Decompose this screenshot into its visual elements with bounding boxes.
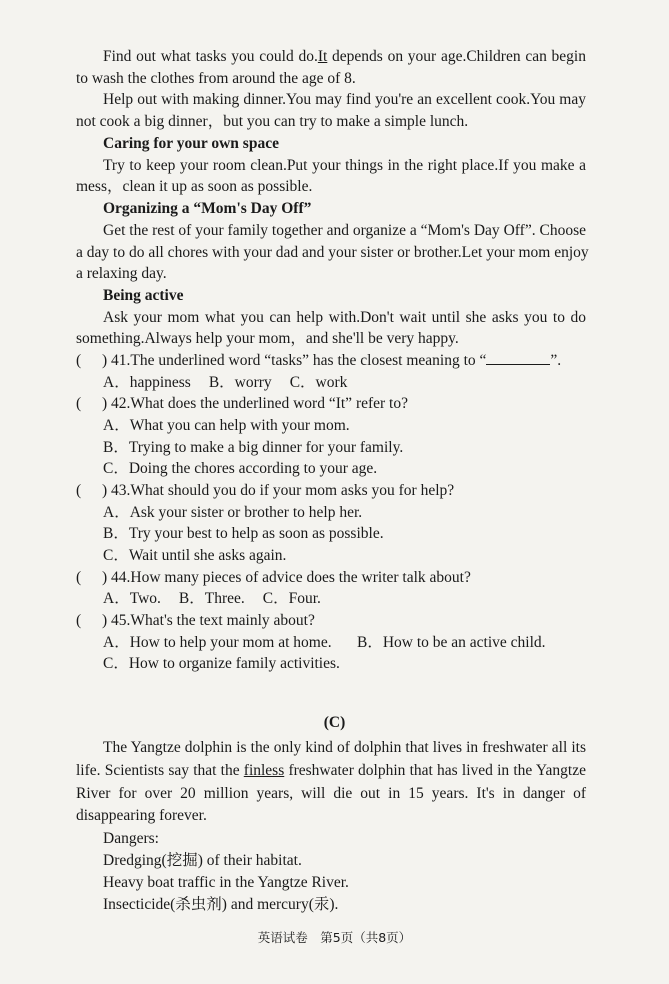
- active-line1: Ask your mom what you can help with.Don't wait until she asks you to do: [103, 309, 586, 326]
- text-segment: life. Scientists say that the: [76, 762, 244, 779]
- question-45: [76, 610, 596, 632]
- section-c-line1: The Yangtze dolphin is the only kind of dolphin that lives in freshwater all its: [103, 739, 586, 756]
- question-44: [76, 567, 596, 589]
- organizing-heading: Organizing a “Mom's Day Off”: [103, 200, 312, 217]
- q41-option-b[interactable]: B．worry: [208, 374, 272, 391]
- section-c-line4: disappearing forever.: [76, 807, 207, 824]
- question-text: ) 45.What's the text mainly about?: [102, 612, 315, 629]
- caring-heading: Caring for your own space: [103, 135, 279, 152]
- text-segment: depends on your age.Children can begin: [327, 48, 586, 65]
- caring-line1: Try to keep your room clean.Put your things in the right place.If you make a: [103, 157, 586, 174]
- active-line2: something.Always help your mom，and she'll be very happy.: [76, 330, 459, 347]
- q44-option-b[interactable]: B．Three.: [178, 590, 245, 607]
- answer-paren[interactable]: (: [76, 395, 82, 412]
- organizing-line2: a day to do all chores with your dad and your sister or brother.Let your mom enjoy: [76, 244, 589, 261]
- q43-option-b[interactable]: B．Try your best to help as soon as possible.: [103, 525, 384, 542]
- q45-option-c[interactable]: C．How to organize family activities.: [103, 655, 340, 672]
- intro-p1-line2: to wash the clothes from around the age of 8.: [76, 70, 356, 87]
- question-43: [76, 480, 596, 502]
- dangers-label: Dangers:: [103, 830, 159, 847]
- answer-blank[interactable]: [486, 350, 550, 365]
- danger-item-1: Dredging(挖掘) of their habitat.: [103, 852, 302, 869]
- q45-option-b[interactable]: B．How to be an active child.: [357, 634, 546, 651]
- answer-paren[interactable]: (: [76, 612, 82, 629]
- q41-options: [103, 372, 365, 394]
- question-42: [76, 393, 596, 415]
- text-segment: freshwater dolphin that has lived in the Yangtze: [284, 762, 586, 779]
- q42-option-b[interactable]: B．Trying to make a big dinner for your family.: [103, 439, 404, 456]
- section-c-title: (C): [323, 714, 346, 731]
- intro-p2-line2: not cook a big dinner，but you can try to make a simple lunch.: [76, 113, 469, 130]
- question-text: ) 43.What should you do if your mom asks you for help?: [102, 482, 455, 499]
- q44-options: [103, 588, 339, 610]
- q45-option-a[interactable]: A．How to help your mom at home.: [103, 634, 332, 651]
- answer-paren[interactable]: (: [76, 352, 82, 369]
- organizing-line1: Get the rest of your family together and organize a “Mom's Day Off”. Choose: [103, 222, 586, 239]
- q42-option-a[interactable]: A．What you can help with your mom.: [103, 417, 350, 434]
- answer-paren[interactable]: (: [76, 482, 82, 499]
- q43-option-c[interactable]: C．Wait until she asks again.: [103, 547, 287, 564]
- q42-option-c[interactable]: C．Doing the chores according to your age.: [103, 460, 378, 477]
- q41-option-c[interactable]: C．work: [289, 374, 348, 391]
- question-text: ) 44.How many pieces of advice does the writer talk about?: [102, 569, 471, 586]
- section-c-line3: River for over 20 million years, will die out in 15 years. It's in danger of: [76, 785, 586, 802]
- answer-paren[interactable]: (: [76, 569, 82, 586]
- q41-option-a[interactable]: A．happiness: [103, 374, 191, 391]
- page-footer: 英语试卷 第5页（共8页）: [257, 930, 412, 945]
- intro-p2-line1: Help out with making dinner.You may find you're an excellent cook.You may: [103, 91, 586, 108]
- organizing-line3: a relaxing day.: [76, 265, 167, 282]
- caring-line2: mess，clean it up as soon as possible.: [76, 178, 313, 195]
- q44-option-a[interactable]: A．Two.: [103, 590, 161, 607]
- intro-p1-line1: [103, 46, 586, 68]
- question-41: [76, 350, 596, 372]
- underlined-it: It: [317, 48, 328, 65]
- active-heading: Being active: [103, 287, 184, 304]
- text-segment: Find out what tasks you could do.: [103, 48, 318, 65]
- question-text: ) 41.The underlined word “tasks” has the closest meaning to “: [102, 352, 487, 369]
- danger-item-2: Heavy boat traffic in the Yangtze River.: [103, 874, 349, 891]
- underlined-finless: finless: [243, 762, 285, 779]
- q44-option-c[interactable]: C．Four.: [262, 590, 321, 607]
- q43-option-a[interactable]: A．Ask your sister or brother to help her.: [103, 504, 363, 521]
- question-text: ”.: [550, 352, 562, 369]
- question-text: ) 42.What does the underlined word “It” refer to?: [102, 395, 408, 412]
- danger-item-3: Insecticide(杀虫剂) and mercury(汞).: [103, 896, 339, 913]
- section-c-line2: [76, 760, 586, 782]
